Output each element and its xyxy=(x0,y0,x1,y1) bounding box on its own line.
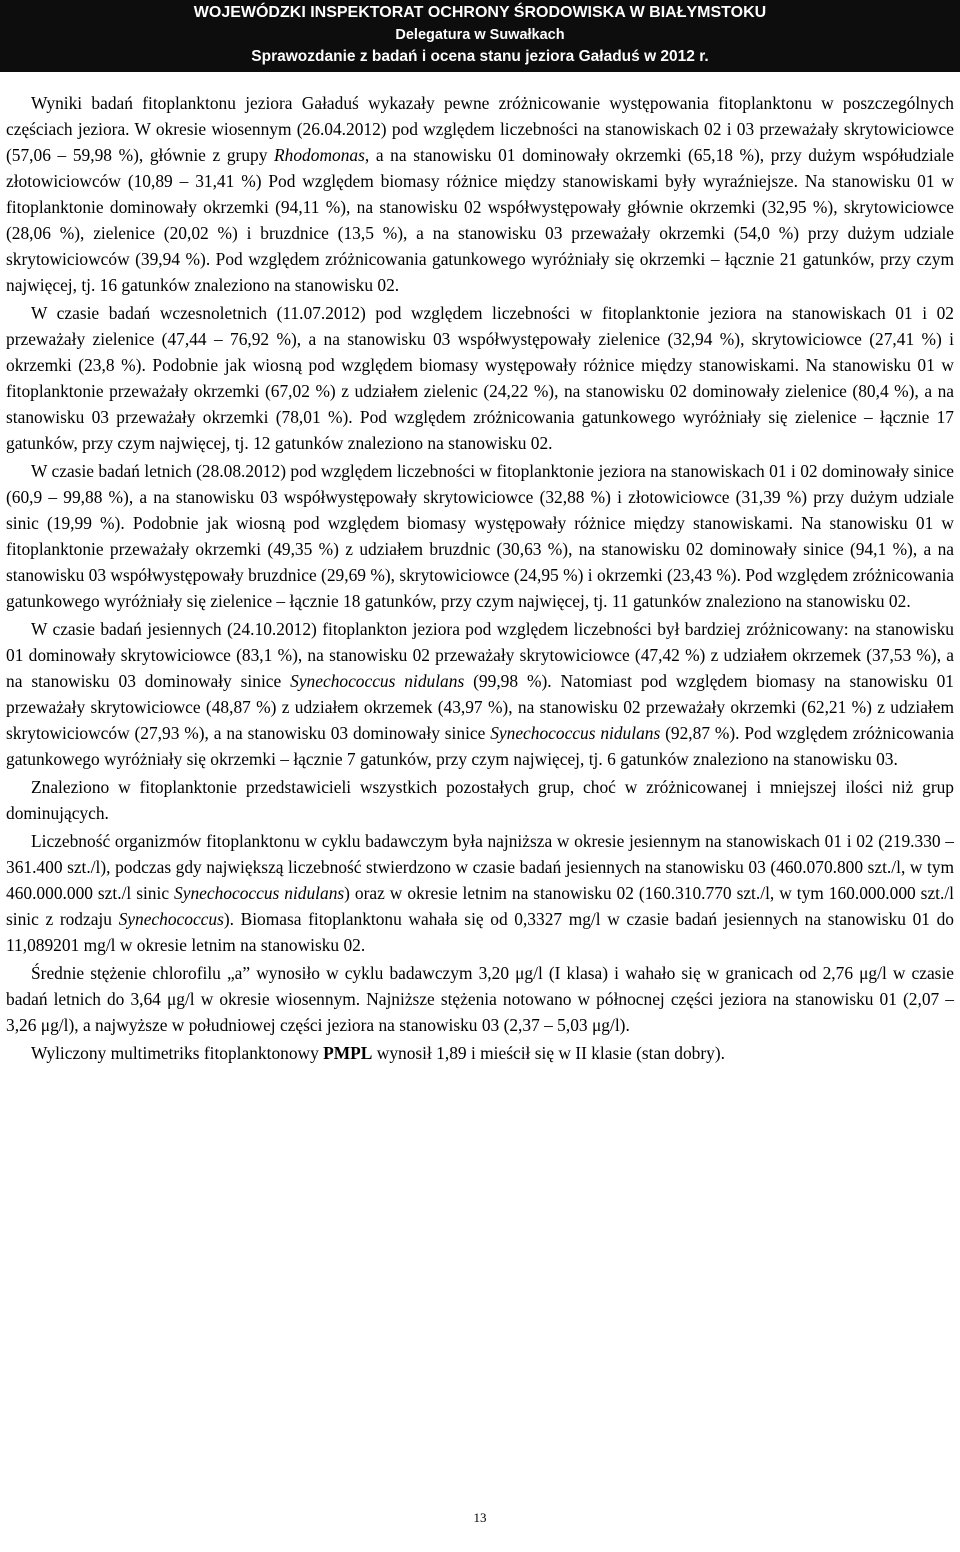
paragraph-abundance-biomass: Liczebność organizmów fitoplanktonu w cyklu badawczym była najniższa w okresie jesiennym na stanowiskach 01 i 02 (219.330 – 361.400 szt./l), podczas gdy największą liczebność stwierdzono w czasie badań jesiennych na stanowisku 03 (460.070.800 szt./l, w tym 460.000.000 szt./l sinic Synechococcus nidulans) oraz w okresie letnim na stanowisku 02 (160.310.770 szt./l, w tym 160.000.000 szt./l sinic z rodzaju Synechococcus). Biomasa fitoplanktonu wahała się od 0,3327 mg/l w czasie badań jesiennych na stanowisku 01 do 11,089201 mg/l w okresie letnim na stanowisku 02. xyxy=(6,831,955,955)
header-institution: WOJEWÓDZKI INSPEKTORAT OCHRONY ŚRODOWISKA W BIAŁYMSTOKU xyxy=(193,4,767,21)
genus-synechococcus: Synechococcus xyxy=(118,909,224,929)
paragraph-chlorophyll: Średnie stężenie chlorofilu „a” wynosiło w cyklu badawczym 3,20 μg/l (I klasa) i wahało się w granicach od 2,76 μg/l w czasie badań letnich do 3,64 μg/l w okresie wiosennym. Najniższe stężenia notowano w północnej części jeziora na stanowisku 01 (2,07 – 3,26 μg/l), a najwyższe w południowej części jeziora na stanowisku 03 (2,37 – 5,03 μg/l). xyxy=(6,963,954,1035)
header-report-title: Sprawozdanie z badań i ocena stanu jeziora Gaładuś w 2012 r. xyxy=(251,48,709,65)
paragraph-summer: W czasie badań letnich (28.08.2012) pod względem liczebności w fitoplanktonie jeziora na stanowiskach 01 i 02 dominowały sinice (60,9 – 99,88 %), a na stanowisku 03 współwystępowały skrytowiciowce (32,88 %) i złotowiciowce (31,39 %) przy dużym udziale sinic (19,99 %). Podobnie jak wiosną pod względem biomasy występowały różnice między stanowiskami. Na stanowisku 01 w fitoplanktonie przeważały okrzemki (49,35 %) z udziałem bruzdnic (30,63 %), na stanowisku 02 dominowały sinice (94,1 %), a na stanowisku 03 współwystępowały bruzdnice (29,69 %), skrytowiciowce (24,95 %) i okrzemki (23,43 %). Pod względem zróżnicowania gatunkowego wyróżniały się zielenice – łącznie 18 gatunków, przy czym najwięcej, tj. 11 gatunków znaleziono na stanowisku 02. xyxy=(6,461,954,611)
page-number: 13 xyxy=(473,1510,487,1525)
paragraph-autumn: W czasie badań jesiennych (24.10.2012) fitoplankton jeziora pod względem liczebności był bardziej zróżnicowany: na stanowisku 01 dominowały skrytowiciowce (83,1 %), na stanowisku 02 przeważały skrytowiciowce (47,42 %) z udziałem okrzemek (37,53 %), a na stanowisku 03 dominowały sinice Synechococcus nidulans (99,98 %). Natomiast pod względem biomasy na stanowisku 01 przeważały skrytowiciowce (48,87 %) z udziałem okrzemek (43,97 %), na stanowisku 02 przeważały okrzemki (62,21 %) z udziałem skrytowiciowców (27,93 %), a na stanowisku 03 dominowały sinice Synechococcus nidulans (92,87 %). Pod względem zróżnicowania gatunkowego wyróżniały się okrzemki – łącznie 7 gatunków, przy czym najwięcej, tj. 6 gatunków znaleziono na stanowisku 03. xyxy=(6,619,955,769)
paragraph-spring: Wyniki badań fitoplanktonu jeziora Gaładuś wykazały pewne zróżnicowanie występowania fitoplanktonu w poszczególnych częściach jeziora. W okresie wiosennym (26.04.2012) pod względem liczebności na stanowiskach 02 i 03 przeważały skrytowiciowce (57,06 – 59,98 %), głównie z grupy Rhodomonas, a na stanowisku 01 dominowały okrzemki (65,18 %), przy dużym współudziale złotowiciowców (10,89 – 31,41 %) Pod względem biomasy różnice między stanowiskami były wyraźniejsze. Na stanowisku 01 w fitoplanktonie dominowały okrzemki (94,11 %), na stanowisku 02 współwystępowały głównie okrzemki (32,95 %), skrytowiciowce (28,06 %), zielenice (20,02 %) i bruzdnice (13,5 %), a na stanowisku 03 przeważały okrzemki (54,0 %) przy dużym udziale skrytowiciowców (39,94 %). Pod względem zróżnicowania gatunkowego wyróżniały się okrzemki – łącznie 21 gatunków, przy czym najwięcej, tj. 16 gatunków znaleziono na stanowisku 02. xyxy=(6,93,955,295)
species-synechococcus-nidulans: Synechococcus nidulans xyxy=(290,671,465,691)
header-delegation: Delegatura w Suwałkach xyxy=(395,27,565,43)
species-synechococcus-nidulans: Synechococcus nidulans xyxy=(490,723,661,743)
document-body xyxy=(6,90,954,1066)
paragraph-pmpl: Wyliczony multimetriks fitoplanktonowy PMPL wynosił 1,89 i mieścił się w II klasie (stan dobry). xyxy=(31,1043,725,1063)
species-synechococcus-nidulans: Synechococcus nidulans xyxy=(174,883,345,903)
pmpl-term: PMPL xyxy=(323,1043,373,1063)
paragraph-other-groups: Znaleziono w fitoplanktonie przedstawicieli wszystkich pozostałych grup, choć w zróżnicowanej i mniejszej ilości niż grup dominujących. xyxy=(6,777,954,823)
genus-rhodomonas: Rhodomonas xyxy=(274,145,365,165)
document-header xyxy=(0,0,960,72)
paragraph-early-summer: W czasie badań wczesnoletnich (11.07.2012) pod względem liczebności w fitoplanktonie jeziora na stanowiskach 01 i 02 przeważały zielenice (47,44 – 76,92 %), a na stanowisku 03 współwystępowały zielenice (32,94 %), skrytowiciowce (27,41 %) i okrzemki (23,8 %). Podobnie jak wiosną pod względem biomasy występowały różnice między stanowiskami. Na stanowisku 01 w fitoplanktonie przeważały okrzemki (67,02 %) z udziałem zielenic (24,22 %), na stanowisku 02 dominowały zielenice (80,4 %), a na stanowisku 03 przeważały okrzemki (78,01 %). Pod względem zróżnicowania gatunkowego wyróżniały się zielenice – łącznie 17 gatunków, przy czym najwięcej, tj. 12 gatunków znaleziono na stanowisku 02. xyxy=(6,303,954,453)
